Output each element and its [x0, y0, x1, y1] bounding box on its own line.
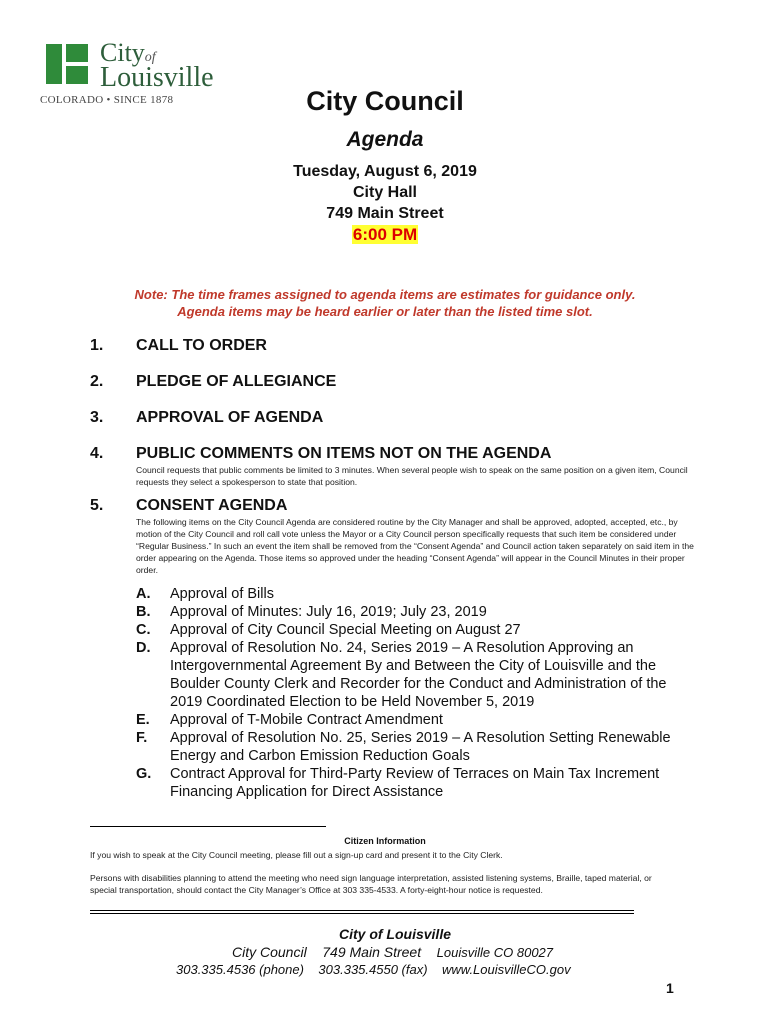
list-item-text: Approval of City Council Special Meeting on August 27: [170, 622, 521, 638]
list-item-letter: C.: [136, 622, 151, 638]
time-note: [0, 286, 770, 320]
list-item: [136, 729, 696, 765]
list-item-letter: B.: [136, 604, 151, 620]
logo-name-text: Louisville: [100, 62, 214, 93]
item-description: Council requests that public comments be limited to 3 minutes. When several people wish to speak on the same position on a given item, Council requests they select a spokesperson to state that position.: [136, 465, 688, 487]
page-title: City Council: [306, 86, 464, 116]
citizen-info-disabilities: Persons with disabilities planning to attend the meeting who need sign language interpretation, assisted listening systems, Braille, taped material, or special transportation, should contact the City Manager’s Office at 303 335-4533. A forty-eight-hour notice is requested.: [90, 873, 652, 895]
meeting-street: 749 Main Street: [326, 205, 444, 222]
item-number: 4.: [90, 445, 104, 462]
footer-address: 749 Main Street: [322, 944, 422, 960]
item-number: 2.: [90, 373, 104, 390]
list-item: [136, 621, 696, 639]
logo-mark-icon: [46, 44, 90, 88]
item-number: 5.: [90, 497, 104, 514]
list-item-text: Contract Approval for Third-Party Review of Terraces on Main Tax Increment Financing Application for Direct Assistance: [170, 766, 660, 800]
time-note-line1: Note: The time frames assigned to agenda items are estimates for guidance only.: [134, 287, 636, 302]
item-title: CONSENT AGENDA: [136, 497, 288, 514]
list-item: [136, 639, 696, 711]
meeting-date: Tuesday, August 6, 2019: [293, 163, 477, 180]
list-item: [136, 711, 696, 729]
page-number: 1: [666, 980, 674, 996]
item-number: 3.: [90, 409, 104, 426]
item-title: APPROVAL OF AGENDA: [136, 409, 324, 426]
citizen-info-speak: If you wish to speak at the City Council meeting, please fill out a sign-up card and present it to the City Clerk.: [90, 850, 503, 860]
logo-city-text: City: [100, 38, 145, 67]
list-item-letter: D.: [136, 640, 151, 656]
list-item: [136, 765, 696, 801]
list-item-letter: E.: [136, 712, 150, 728]
list-item-letter: A.: [136, 586, 151, 602]
item-title: CALL TO ORDER: [136, 337, 267, 354]
list-item-text: Approval of Bills: [170, 586, 274, 602]
logo-of-text: of: [144, 50, 156, 65]
list-item-text: Approval of Minutes: July 16, 2019; July 23, 2019: [170, 604, 487, 620]
footer-fax: 303.335.4550 (fax): [318, 962, 428, 977]
item-title: PUBLIC COMMENTS ON ITEMS NOT ON THE AGENDA: [136, 445, 552, 462]
page-subtitle: Agenda: [346, 128, 424, 151]
list-item: [136, 603, 696, 621]
list-item: [136, 585, 696, 603]
list-item-text: Approval of Resolution No. 24, Series 2019 – A Resolution Approving an Intergovernmental Agreement By and Between the City of Louisville and the Boulder County Clerk and Recorder for the Conduct and Administration of the 2019 Coordinated Election to be Held November 5, 2019: [170, 640, 667, 710]
logo-tagline: COLORADO • SINCE 1878: [40, 94, 174, 106]
item-title: PLEDGE OF ALLEGIANCE: [136, 373, 337, 390]
footnote-divider: [90, 826, 326, 827]
list-item-text: Approval of Resolution No. 25, Series 2019 – A Resolution Setting Renewable Energy and Carbon Emission Reduction Goals: [170, 730, 671, 764]
footer-org-name: City of Louisville: [338, 926, 451, 942]
time-note-line2: Agenda items may be heard earlier or later than the listed time slot.: [177, 304, 593, 319]
footer-citystate: Louisville CO 80027: [436, 945, 554, 960]
meeting-place: City Hall: [352, 184, 417, 201]
list-item-text: Approval of T-Mobile Contract Amendment: [170, 712, 443, 728]
footer-divider: [90, 910, 634, 914]
footer-website: www.LouisvilleCO.gov: [442, 962, 571, 977]
meeting-time-highlight: 6:00 PM: [352, 225, 418, 244]
footer-contact-line2: [176, 962, 571, 977]
list-item-letter: F.: [136, 730, 148, 746]
footer-phone: 303.335.4536 (phone): [176, 962, 304, 977]
footer-dept: City Council: [232, 944, 307, 960]
consent-list: [136, 585, 696, 801]
citizen-info-heading: Citizen Information: [344, 836, 426, 846]
list-item-letter: G.: [136, 766, 152, 782]
footer-contact-line1: [232, 944, 553, 960]
meeting-time: [0, 225, 770, 245]
item-description: The following items on the City Council Agenda are considered routine by the City Manager and shall be approved, adopted, accepted, etc., by motion of the City Council and roll call vote unless the Mayor or a City Council person specifically requests that such item be considered under “Regular Business.” In such an event the item shall be removed from the “Consent Agenda” and Council action taken separately on said item in the order appearing on the Agenda. Those items so approved under the heading “Consent Agenda” will appear in the Council Minutes in their proper order.: [136, 517, 694, 575]
item-number: 1.: [90, 337, 104, 354]
